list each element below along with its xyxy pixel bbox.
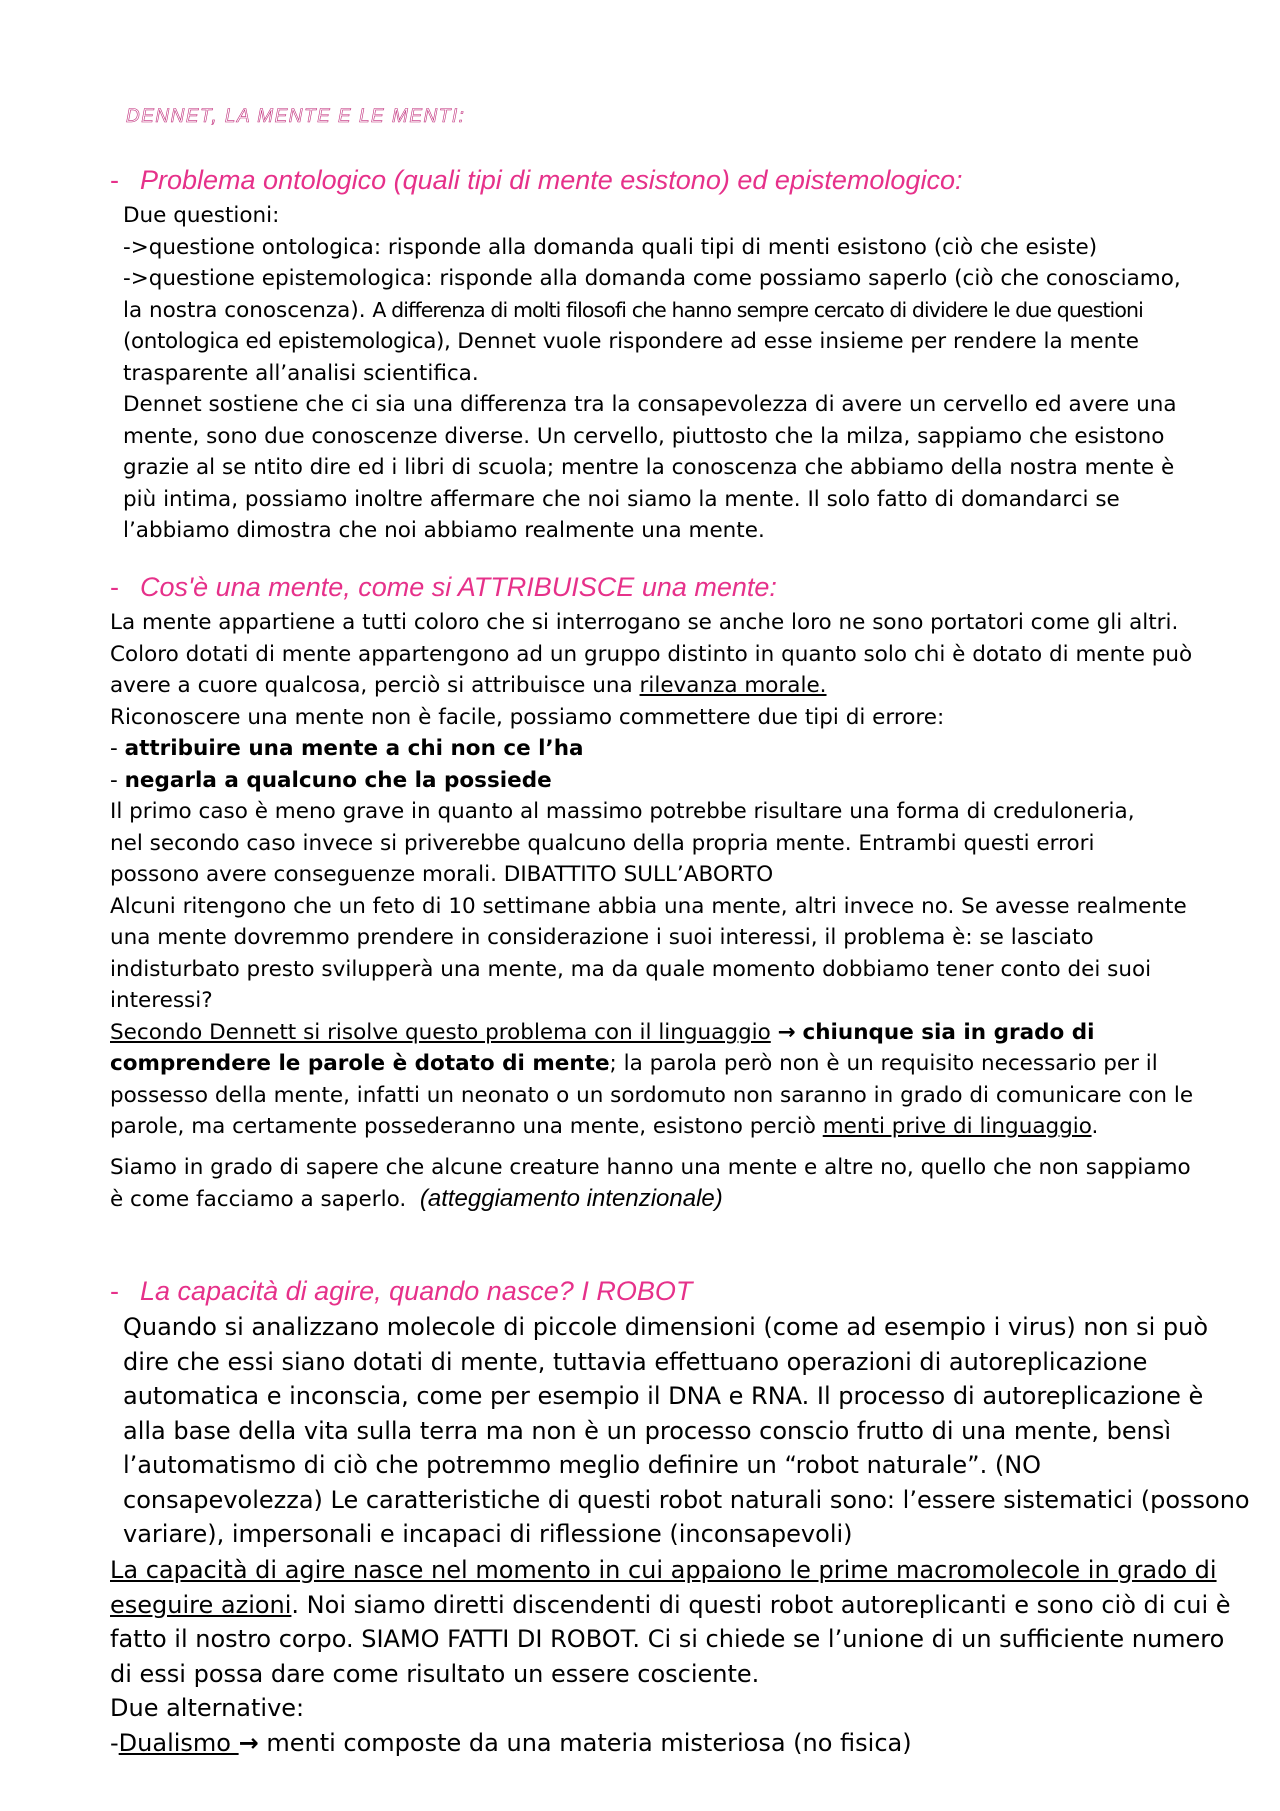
paragraph-line: parole, ma certamente possederanno una mente, esistono perciò menti prive di linguaggio.: [110, 1114, 1099, 1139]
list-item: - attribuire una mente a chi non ce l’ha: [110, 736, 584, 761]
paragraph-line: comprendere le parole è dotato di mente; la parola però non è un requisito necessario per il: [110, 1051, 1158, 1076]
paragraph-line: ->questione epistemologica: risponde alla domanda come possiamo saperlo (ciò che conosciamo,: [123, 266, 1181, 291]
list-item: - negarla a qualcuno che la possiede: [110, 767, 552, 793]
paragraph-line: Alcuni ritengono che un feto di 10 settimane abbia una mente, altri invece no. Se avesse realmente: [110, 893, 1187, 919]
paragraph-line: indisturbato presto svilupperà una mente, ma da quale momento dobbiamo tener conto dei suoi: [110, 956, 1152, 982]
paragraph-line: La mente appartiene a tutti coloro che si interrogano se anche loro ne sono portatori come gli altri.: [110, 610, 1179, 635]
paragraph-line: trasparente all’analisi scientifica.: [123, 360, 479, 386]
paragraph-line: possesso della mente, infatti un neonato o un sordomuto non saranno in grado di comunicare con le: [110, 1082, 1194, 1108]
paragraph-line: grazie al se ntito dire ed i libri di scuola; mentre la conoscenza che abbiamo della nostra mente è: [123, 455, 1175, 480]
paragraph-line: Secondo Dennett si risolve questo problema con il linguaggio → chiunque sia in grado di: [110, 1019, 1095, 1045]
section-heading-ontology: - Problema ontologico (quali tipi di mente esistono) ed epistemologico:: [110, 165, 963, 195]
paragraph-line: Due questioni:: [123, 203, 280, 228]
paragraph-line: nel secondo caso invece si priverebbe qualcuno della propria mente. Entrambi questi errori: [110, 830, 1095, 856]
document-title: DENNET, LA MENTE E LE MENTI:: [126, 106, 466, 127]
underlined-term: rilevanza morale.: [639, 673, 827, 698]
paragraph-line: consapevolezza) Le caratteristiche di questi robot naturali sono: l’essere sistematici (possono: [123, 1485, 1250, 1514]
paragraph-line: di essi possa dare come risultato un essere cosciente.: [110, 1659, 760, 1688]
paragraph-line: l’abbiamo dimostra che noi abbiamo realmente una mente.: [123, 518, 765, 543]
paragraph-line: automatica e inconscia, come per esempio il DNA e RNA. Il processo di autoreplicazione è: [123, 1382, 1204, 1410]
paragraph-line: avere a cuore qualcosa, perciò si attribuisce una rilevanza morale.: [110, 673, 827, 698]
section-body-robots: [123, 1310, 1250, 1552]
paragraph-line: (ontologica ed epistemologica), Dennet vuole rispondere ad esse insieme per rendere la mente: [123, 329, 1139, 354]
paragraph-line: Quando si analizzano molecole di piccole dimensioni (come ad esempio i virus) non si può: [123, 1313, 1209, 1341]
paragraph-line: Coloro dotati di mente appartengono ad un gruppo distinto in quanto solo chi è dotato di mente può: [110, 641, 1193, 667]
paragraph-line: fatto il nostro corpo. SIAMO FATTI DI ROBOT. Ci si chiede se l’unione di un sufficiente numero: [110, 1625, 1225, 1653]
arrow-right-icon: →: [777, 1019, 796, 1045]
paragraph-line: Riconoscere una mente non è facile, possiamo commettere due tipi di errore:: [110, 704, 945, 730]
arrow-right-icon: →: [238, 1728, 259, 1757]
paragraph-line: ->questione ontologica: risponde alla domanda quali tipi di menti esistono (ciò che esiste): [123, 234, 1098, 260]
paragraph-line: interessi?: [110, 988, 213, 1013]
list-item: -Dualismo → menti composte da una materia misteriosa (no fisica): [110, 1728, 912, 1757]
paragraph-line: la nostra conoscenza). A differenza di molti filosofi che hanno sempre cercato di dividere le due questioni: [123, 297, 1143, 323]
paragraph-line: Siamo in grado di sapere che alcune creature hanno una mente e altre no, quello che non sappiamo: [110, 1154, 1191, 1180]
paragraph-line: Due alternative:: [110, 1694, 305, 1722]
section-body-attribution: [110, 607, 1193, 1216]
paragraph-line: La capacità di agire nasce nel momento in cui appaiono le prime macromolecole in grado di: [110, 1556, 1217, 1584]
section-heading-robots: - La capacità di agire, quando nasce? I ROBOT: [110, 1276, 693, 1306]
section-body-robots-continued: [110, 1553, 1231, 1760]
section-body-ontology: [123, 200, 1181, 547]
paragraph-line: una mente dovremmo prendere in considerazione i suoi interessi, il problema è: se lasciato: [110, 925, 1094, 950]
paragraph-line: eseguire azioni. Noi siamo diretti discendenti di questi robot autoreplicanti e sono ciò di cui è: [110, 1590, 1231, 1619]
paragraph-line: è come facciamo a saperlo. (atteggiamento intenzionale): [110, 1185, 723, 1212]
paragraph-line: Il primo caso è meno grave in quanto al massimo potrebbe risultare una forma di creduloneria,: [110, 799, 1135, 824]
section-heading-attribution: - Cos'è una mente, come si ATTRIBUISCE una mente:: [110, 572, 777, 602]
paragraph-line: Dennet sostiene che ci sia una differenza tra la consapevolezza di avere un cervello ed avere una: [123, 392, 1177, 417]
paragraph-line: possono avere conseguenze morali. DIBATTITO SULL’ABORTO: [110, 862, 774, 887]
paragraph-line: più intima, possiamo inoltre affermare che noi siamo la mente. Il solo fatto di domandarci se: [123, 486, 1120, 512]
paragraph-line: l’automatismo di ciò che potremmo meglio definire un “robot naturale”. (NO: [123, 1451, 1042, 1479]
paragraph-line: variare), impersonali e incapaci di riflessione (inconsapevoli): [123, 1520, 853, 1548]
paragraph-line: alla base della vita sulla terra ma non è un processo conscio frutto di una mente, bensì: [123, 1416, 1172, 1445]
paragraph-line: dire che essi siano dotati di mente, tuttavia effettuano operazioni di autoreplicazione: [123, 1347, 1148, 1376]
paragraph-line: mente, sono due conoscenze diverse. Un cervello, piuttosto che la milza, sappiamo che esistono: [123, 423, 1165, 449]
